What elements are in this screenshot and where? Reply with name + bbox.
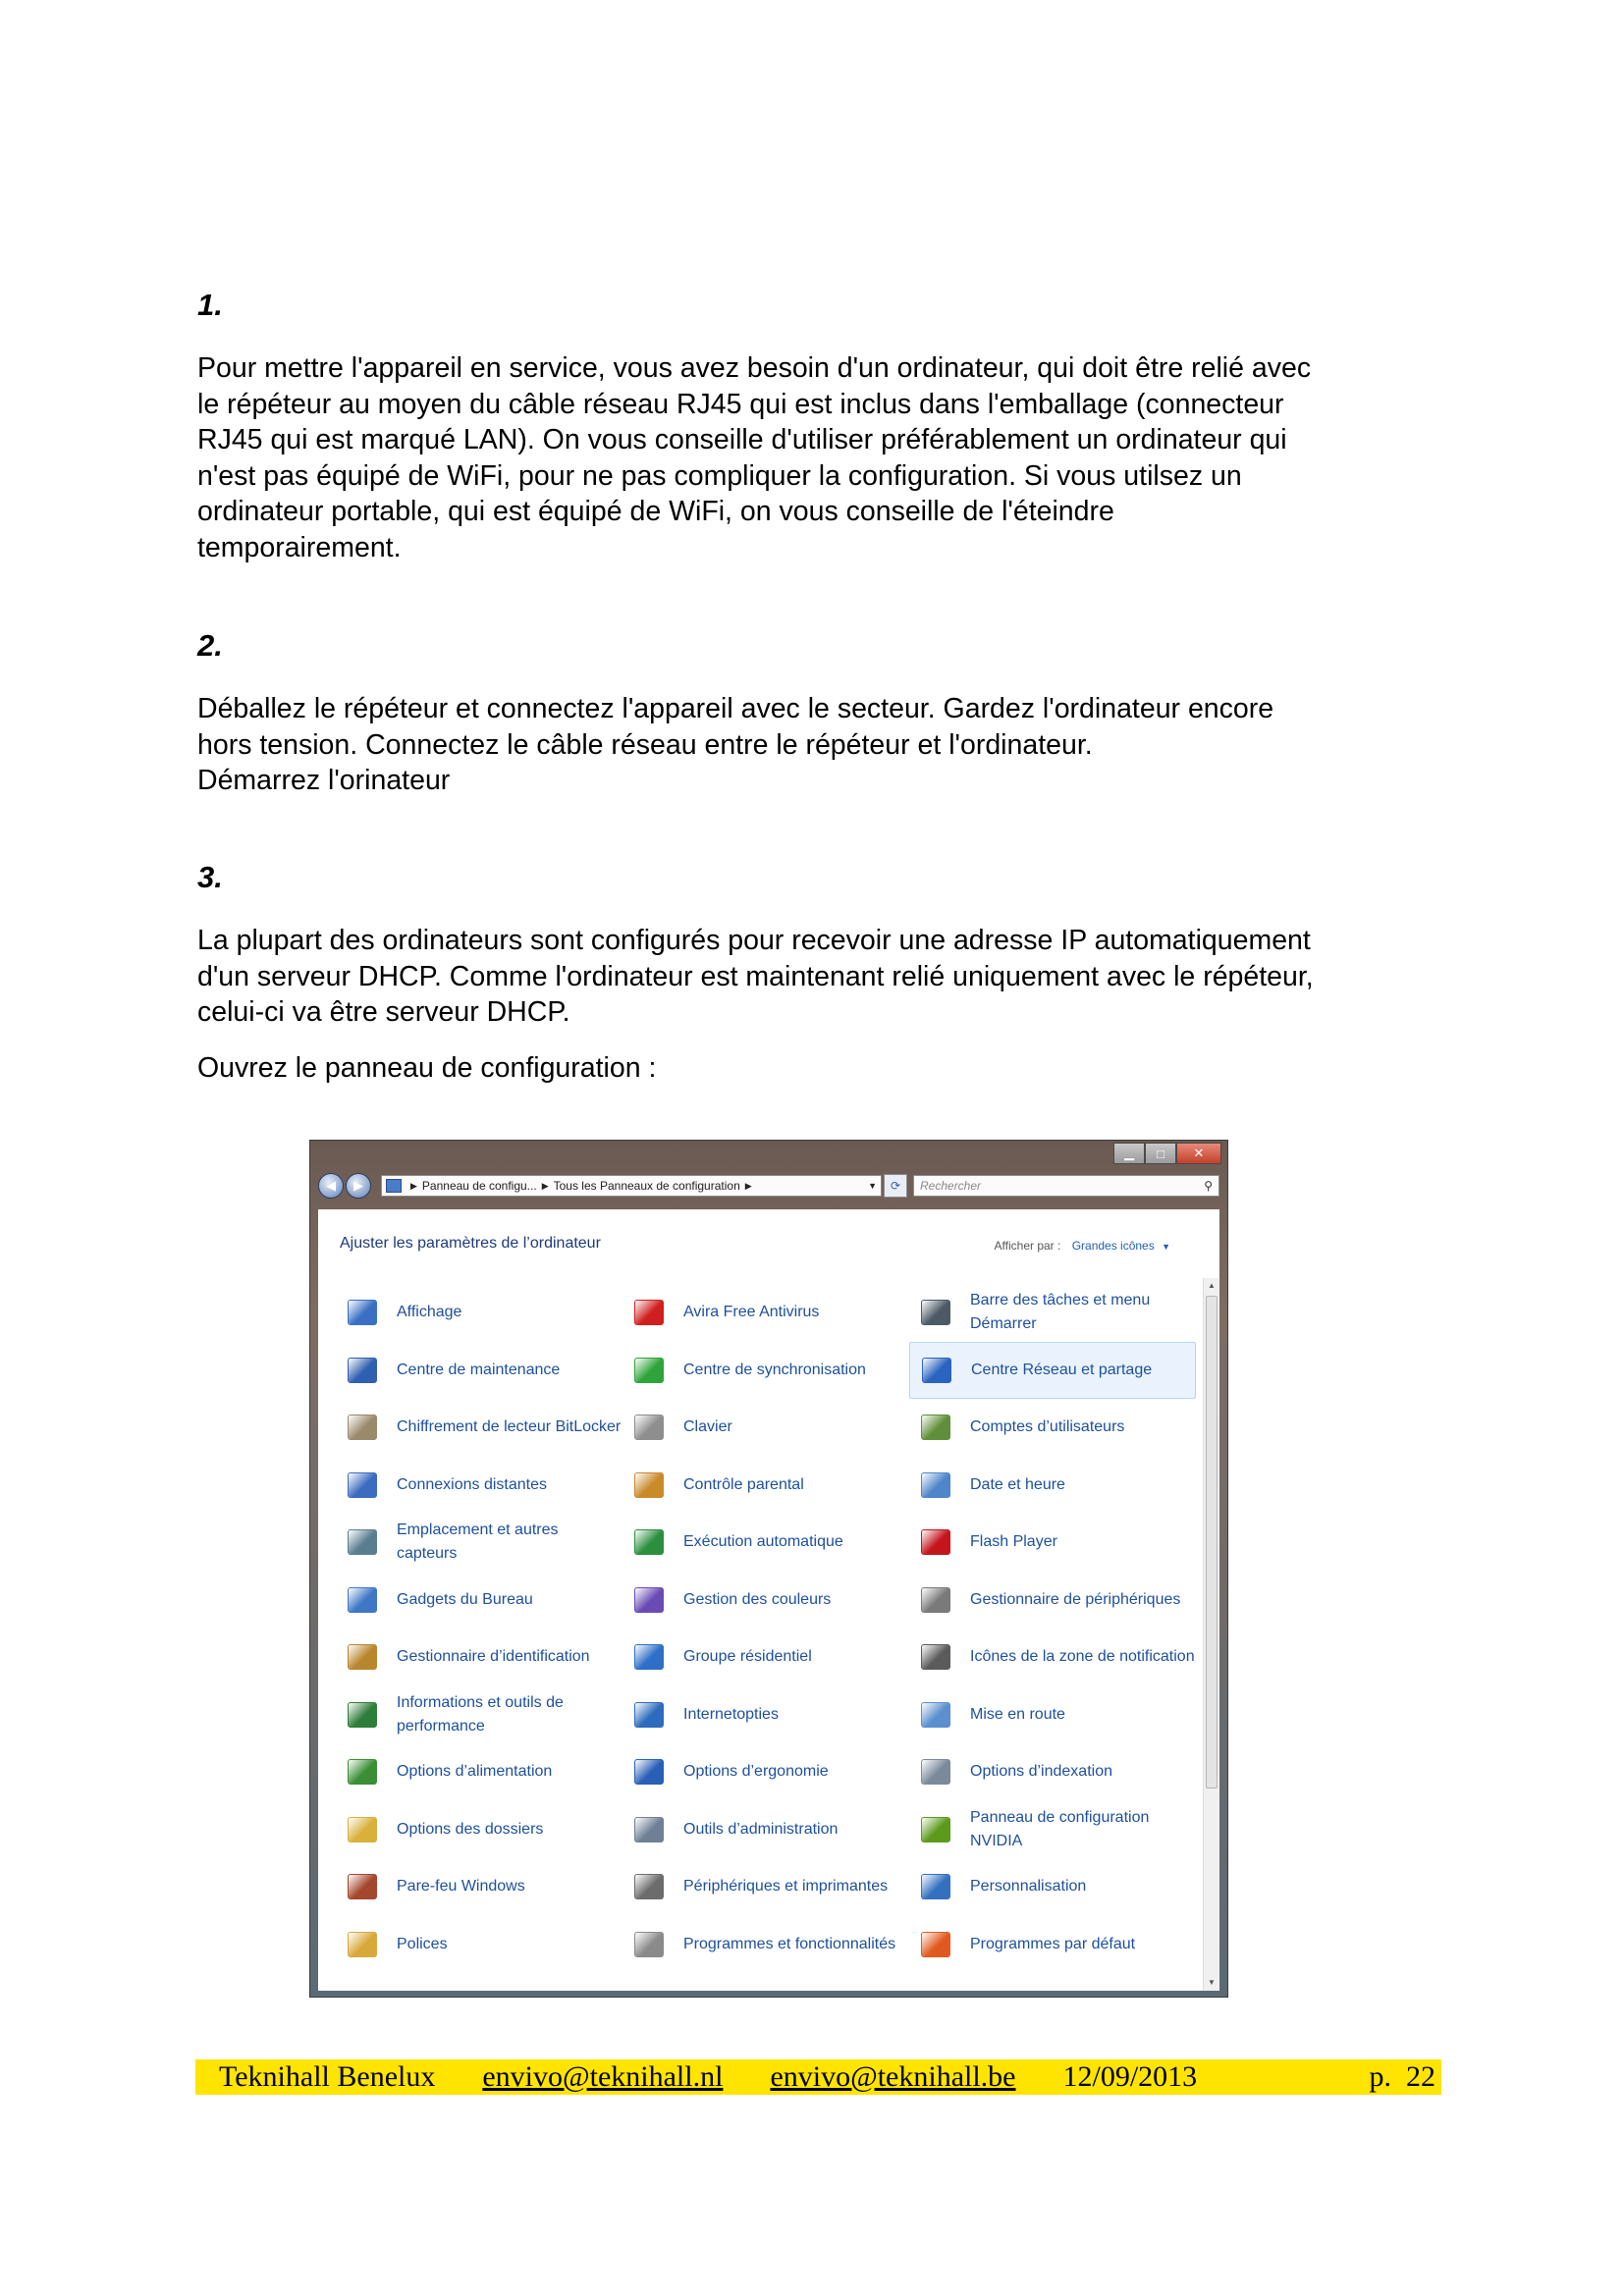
- device-manager-icon: [919, 1583, 952, 1617]
- control-panel-item[interactable]: [623, 1342, 909, 1400]
- control-panel-item-label: Programmes par défaut: [970, 1935, 1136, 1952]
- control-panel-item-label: Internetopties: [683, 1705, 779, 1723]
- control-panel-item-label: Gestionnaire de périphériques: [970, 1590, 1181, 1608]
- sync-icon-shape: [634, 1358, 664, 1383]
- color-icon: [632, 1583, 666, 1617]
- control-panel-item[interactable]: [623, 1457, 909, 1515]
- control-panel-item[interactable]: [623, 1686, 909, 1744]
- text-line: ordinateur portable, qui est équipé de WiFi, on vous conseille de l'éteindre: [197, 496, 1114, 527]
- control-panel-item-label: Panneau de configuration NVIDIA: [970, 1808, 1150, 1849]
- text-line: hors tension. Connectez le câble réseau entre le répéteur et l'ordinateur.: [197, 728, 1093, 761]
- forward-arrow-icon[interactable]: ▶: [346, 1173, 371, 1199]
- control-panel-item-label: Options d’ergonomie: [683, 1763, 829, 1781]
- control-panel-item[interactable]: [336, 1743, 623, 1801]
- control-panel-item[interactable]: [909, 1686, 1196, 1744]
- control-panel-item[interactable]: [623, 1801, 909, 1859]
- device-manager-icon-shape: [921, 1587, 950, 1613]
- control-panel-item[interactable]: [623, 1858, 909, 1916]
- text-line: Déballez le répéteur et connectez l'appareil avec le secteur. Gardez l'ordinateur encore: [197, 693, 1274, 724]
- nvidia-icon: [919, 1813, 952, 1846]
- parental-icon-shape: [634, 1472, 664, 1498]
- maximize-button[interactable]: □: [1145, 1143, 1176, 1164]
- sensor-icon: [346, 1525, 379, 1559]
- control-panel-item[interactable]: [336, 1399, 623, 1457]
- text-line: d'un serveur DHCP. Comme l'ordinateur est maintenant relié uniquement avec le répéteur,: [197, 960, 1314, 992]
- control-panel-item-label: Pare-feu Windows: [397, 1878, 525, 1896]
- folder-options-icon-shape: [348, 1817, 377, 1842]
- text-line: temporairement.: [197, 531, 402, 563]
- control-panel-item[interactable]: [336, 1457, 623, 1515]
- step-3: [197, 860, 1444, 1031]
- control-panel-item-label: Options des dossiers: [397, 1820, 544, 1838]
- tray-icon-shape: [921, 1644, 950, 1670]
- search-icon: ⚲: [1204, 1179, 1213, 1193]
- fonts-icon-shape: [348, 1932, 377, 1957]
- programs-icon: [632, 1928, 666, 1961]
- control-panel-content: [318, 1209, 1219, 1991]
- gadgets-icon: [346, 1583, 379, 1617]
- text-line: n'est pas équipé de WiFi, pour ne pas compliquer la configuration. Si vous utilsez un: [197, 459, 1242, 492]
- control-panel-item-label: Gadgets du Bureau: [397, 1590, 533, 1608]
- performance-icon: [346, 1698, 379, 1732]
- default-programs-icon: [919, 1928, 952, 1961]
- control-panel-item[interactable]: [909, 1629, 1196, 1686]
- gadgets-icon-shape: [348, 1587, 377, 1613]
- navigation-bar: [318, 1172, 1219, 1200]
- open-control-panel-instruction: Ouvrez le panneau de configuration :: [197, 1052, 657, 1084]
- control-panel-item[interactable]: [909, 1916, 1196, 1974]
- window-controls: [1113, 1143, 1221, 1164]
- calendar-icon: [919, 1468, 952, 1502]
- indexing-icon-shape: [921, 1759, 950, 1785]
- keyboard-icon-shape: [634, 1415, 664, 1440]
- parental-icon: [632, 1468, 666, 1502]
- text-line: Pour mettre l'appareil en service, vous avez besoin d'un ordinateur, qui doit être relié avec: [197, 352, 1312, 384]
- view-by-selector: [995, 1239, 1170, 1253]
- content-header: [340, 1229, 1190, 1258]
- control-panel-item[interactable]: [336, 1284, 623, 1342]
- control-panel-item-label: Barre des tâches et menu Démarrer: [970, 1292, 1151, 1333]
- control-panel-item[interactable]: [909, 1342, 1196, 1400]
- control-panel-item[interactable]: [623, 1514, 909, 1572]
- control-panel-item-label: Informations et outils de performance: [397, 1693, 564, 1735]
- control-panel-item[interactable]: [909, 1572, 1196, 1629]
- text-line: celui-ci va être serveur DHCP.: [197, 996, 570, 1028]
- search-placeholder: Rechercher: [920, 1179, 982, 1193]
- control-panel-item-label: Personnalisation: [970, 1878, 1087, 1896]
- vertical-scrollbar[interactable]: [1203, 1278, 1219, 1991]
- step-number: 3.: [197, 860, 223, 894]
- text-line: La plupart des ordinateurs sont configurés pour recevoir une adresse IP automatiquement: [197, 925, 1311, 956]
- control-panel-item-label: Gestionnaire d’identification: [397, 1648, 590, 1666]
- close-button[interactable]: ✕: [1176, 1143, 1221, 1164]
- control-panel-item[interactable]: [623, 1399, 909, 1457]
- step-text: [197, 350, 1444, 565]
- control-panel-item-label: Chiffrement de lecteur BitLocker: [397, 1418, 622, 1436]
- back-arrow-icon[interactable]: ◀: [318, 1173, 344, 1199]
- control-panel-item[interactable]: [909, 1514, 1196, 1572]
- control-panel-item[interactable]: [909, 1457, 1196, 1515]
- control-panel-item-label: Mise en route: [970, 1705, 1065, 1723]
- scroll-up-icon[interactable]: ▲: [1208, 1281, 1216, 1290]
- control-panel-item-label: Gestion des couleurs: [683, 1590, 832, 1608]
- taskbar-icon-shape: [921, 1300, 950, 1325]
- control-panel-item[interactable]: [623, 1284, 909, 1342]
- control-panel-item-label: Connexions distantes: [397, 1475, 547, 1493]
- footer-company: Teknihall Benelux: [219, 2060, 436, 2093]
- control-panel-window: [310, 1141, 1227, 1997]
- sync-icon: [632, 1354, 666, 1387]
- scroll-thumb[interactable]: [1206, 1296, 1218, 1789]
- sensor-icon-shape: [348, 1529, 377, 1555]
- avira-icon: [632, 1296, 666, 1329]
- printer-icon-shape: [634, 1874, 664, 1899]
- control-panel-item-label: Comptes d’utilisateurs: [970, 1418, 1125, 1436]
- control-panel-item-label: Options d’alimentation: [397, 1763, 553, 1781]
- programs-icon-shape: [634, 1932, 664, 1957]
- fonts-icon: [346, 1928, 379, 1961]
- address-bar[interactable]: [381, 1175, 882, 1197]
- step-number: 1.: [197, 288, 223, 322]
- control-panel-icon: [386, 1179, 402, 1193]
- monitor-icon-shape: [348, 1300, 377, 1325]
- control-panel-item[interactable]: [909, 1284, 1196, 1342]
- performance-icon-shape: [348, 1702, 377, 1728]
- printer-icon: [632, 1870, 666, 1903]
- remote-icon-shape: [348, 1472, 377, 1498]
- autoplay-icon: [632, 1525, 666, 1559]
- step-text: [197, 691, 1444, 799]
- homegroup-icon-shape: [634, 1644, 664, 1670]
- control-panel-item[interactable]: [909, 1399, 1196, 1457]
- control-panel-item[interactable]: [623, 1743, 909, 1801]
- flag-icon: [346, 1354, 379, 1387]
- control-panel-item[interactable]: [623, 1572, 909, 1629]
- text-line: RJ45 qui est marqué LAN). On vous conseille d'utiliser préférablement un ordinateur qui: [197, 424, 1287, 455]
- refresh-icon[interactable]: ⟳: [884, 1174, 907, 1198]
- page-footer: [195, 2059, 1441, 2095]
- personalize-icon: [919, 1870, 952, 1903]
- breadcrumb-separator-icon: ▶: [541, 1180, 549, 1191]
- autoplay-icon-shape: [634, 1529, 664, 1555]
- control-panel-item[interactable]: [336, 1686, 623, 1744]
- text-line: le répéteur au moyen du câble réseau RJ45 qui est inclus dans l'emballage (connecteur: [197, 388, 1284, 420]
- control-panel-item-label: Affichage: [397, 1304, 462, 1321]
- folder-options-icon: [346, 1813, 379, 1846]
- control-panel-item[interactable]: [909, 1743, 1196, 1801]
- key-icon: [346, 1411, 379, 1444]
- network-icon: [920, 1354, 953, 1387]
- control-panel-item[interactable]: [336, 1342, 623, 1400]
- calendar-icon-shape: [921, 1472, 950, 1498]
- control-panel-item[interactable]: [909, 1801, 1196, 1859]
- footer-email-be[interactable]: envivo@teknihall.be: [770, 2060, 1016, 2093]
- tray-icon: [919, 1640, 952, 1674]
- monitor-icon: [346, 1296, 379, 1329]
- users-icon-shape: [921, 1415, 950, 1440]
- flag-icon-shape: [348, 1358, 377, 1383]
- chevron-down-icon: ▼: [1162, 1242, 1170, 1252]
- control-panel-item-label: Clavier: [683, 1418, 732, 1436]
- breadcrumb-item[interactable]: Tous les Panneaux de configuration: [553, 1179, 740, 1193]
- control-panel-item-label: Centre de maintenance: [397, 1361, 561, 1378]
- footer-email-nl[interactable]: envivo@teknihall.nl: [482, 2060, 724, 2093]
- control-panel-item-label: Programmes et fonctionnalités: [683, 1935, 896, 1952]
- getting-started-icon: [919, 1698, 952, 1732]
- keyboard-icon: [632, 1411, 666, 1444]
- nvidia-icon-shape: [921, 1817, 950, 1842]
- control-panel-item[interactable]: [336, 1801, 623, 1859]
- flash-icon: [919, 1525, 952, 1559]
- taskbar-icon: [919, 1296, 952, 1329]
- control-panel-item[interactable]: [336, 1629, 623, 1686]
- scroll-down-icon[interactable]: ▼: [1208, 1978, 1216, 1987]
- internet-icon-shape: [634, 1702, 664, 1728]
- page-title: Ajuster les paramètres de l’ordinateur: [340, 1235, 601, 1252]
- key-icon-shape: [348, 1415, 377, 1440]
- control-panel-item[interactable]: [623, 1629, 909, 1686]
- view-by-label: Afficher par :: [994, 1239, 1061, 1253]
- search-input[interactable]: [913, 1175, 1219, 1197]
- step-text: [197, 923, 1444, 1031]
- control-panel-item-label: Outils d’administration: [683, 1820, 839, 1838]
- control-panel-item[interactable]: [336, 1858, 623, 1916]
- control-panel-item[interactable]: [336, 1916, 623, 1974]
- admin-tools-icon-shape: [634, 1817, 664, 1842]
- power-icon-shape: [348, 1759, 377, 1785]
- breadcrumb-separator-icon: ▶: [410, 1180, 417, 1191]
- breadcrumb-item[interactable]: Panneau de configu...: [421, 1179, 537, 1193]
- avira-icon-shape: [634, 1300, 664, 1325]
- indexing-icon: [919, 1755, 952, 1789]
- footer-page-number: p. 22: [1369, 2060, 1435, 2093]
- control-panel-item-label: Date et heure: [970, 1475, 1065, 1493]
- firewall-icon: [346, 1870, 379, 1903]
- admin-tools-icon: [632, 1813, 666, 1846]
- control-panel-item[interactable]: [336, 1514, 623, 1572]
- users-icon: [919, 1411, 952, 1444]
- credential-icon: [346, 1640, 379, 1674]
- color-icon-shape: [634, 1587, 664, 1613]
- getting-started-icon-shape: [921, 1702, 950, 1728]
- control-panel-item-label: Flash Player: [970, 1533, 1057, 1551]
- network-icon-shape: [922, 1358, 951, 1383]
- homegroup-icon: [632, 1640, 666, 1674]
- personalize-icon-shape: [921, 1874, 950, 1899]
- control-panel-item-label: Polices: [397, 1935, 448, 1952]
- firewall-icon-shape: [348, 1874, 377, 1899]
- default-programs-icon-shape: [921, 1932, 950, 1957]
- power-icon: [346, 1755, 379, 1789]
- control-panel-item-label: Périphériques et imprimantes: [683, 1878, 889, 1896]
- accessibility-icon-shape: [634, 1759, 664, 1785]
- breadcrumb-separator-icon: ▶: [744, 1180, 752, 1191]
- control-panel-item[interactable]: [909, 1858, 1196, 1916]
- footer-date: 12/09/2013: [1062, 2060, 1198, 2093]
- credential-icon-shape: [348, 1644, 377, 1670]
- control-panel-item[interactable]: [623, 1916, 909, 1974]
- flash-icon-shape: [921, 1529, 950, 1555]
- minimize-button[interactable]: ▁: [1113, 1143, 1145, 1164]
- accessibility-icon: [632, 1755, 666, 1789]
- remote-icon: [346, 1468, 379, 1502]
- control-panel-item-label: Options d’indexation: [970, 1763, 1112, 1781]
- control-panel-item[interactable]: [336, 1572, 623, 1629]
- control-panel-item-label: Contrôle parental: [683, 1475, 804, 1493]
- step-2: [197, 628, 1444, 799]
- control-panel-item-label: Icônes de la zone de notification: [970, 1648, 1195, 1666]
- step-number: 2.: [197, 628, 223, 663]
- internet-icon: [632, 1698, 666, 1732]
- control-panel-item-label: Exécution automatique: [683, 1533, 843, 1551]
- text-line: Démarrez l'orinateur: [197, 765, 451, 796]
- control-panel-item-label: Centre de synchronisation: [683, 1361, 866, 1378]
- dropdown-arrow-icon[interactable]: ▼: [868, 1181, 877, 1191]
- control-panel-item-label: Avira Free Antivirus: [683, 1304, 820, 1321]
- step-1: [197, 288, 1444, 565]
- control-panel-item-label: Emplacement et autres capteurs: [397, 1522, 559, 1563]
- control-panel-items: [336, 1284, 1200, 1973]
- view-by-dropdown[interactable]: Grandes icônes: [1071, 1239, 1155, 1253]
- control-panel-item-label: Centre Réseau et partage: [971, 1361, 1153, 1378]
- control-panel-item-label: Groupe résidentiel: [683, 1648, 812, 1666]
